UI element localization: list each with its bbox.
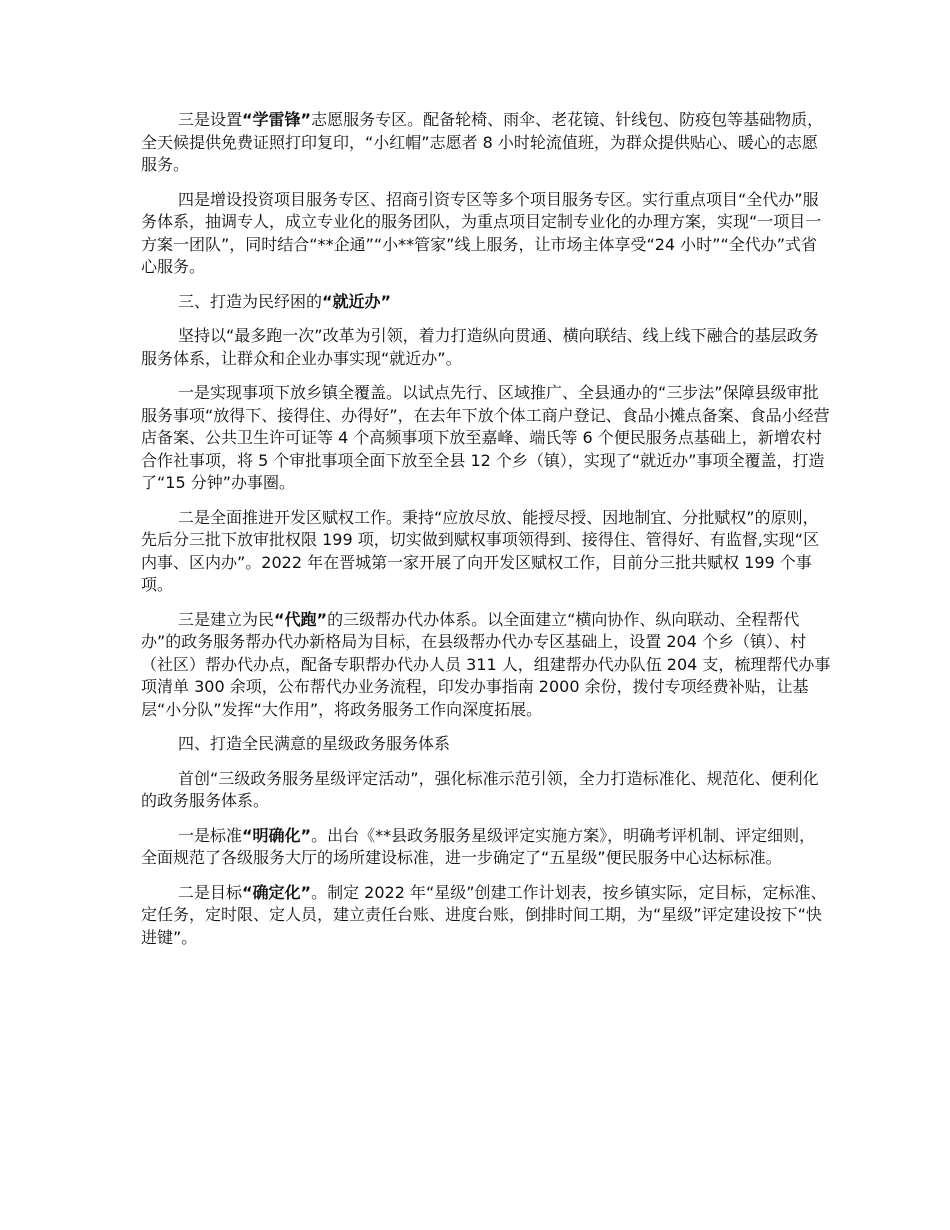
paragraph-agency-system — [141, 609, 831, 722]
paragraph-lead-bold: “明确化” — [242, 825, 312, 845]
paragraph-project-zone — [141, 189, 831, 279]
paragraph-lead: 一是标准 — [178, 825, 243, 845]
paragraph-text: 坚持以“最多跑一次”改革为引领，着力打造纵向贯通、横向联结、线上线下融合的基层政务服务体系，让群众和企业办事实现“就近办”。 — [141, 326, 819, 368]
paragraph-text: 二是全面推进开发区赋权工作。秉持“应放尽放、能授尽授、因地制宜、分批赋权”的原则，先后分三批下放审批权限 199 项，切实做到赋权事项领得到、接得住、管得好、有监督,实现“区内事、区内办”。2022 年在晋城第一家开展了向开发区赋权工作，目前分三批共赋权 199 个事项。 — [141, 507, 820, 594]
paragraph-text: 。制定 2022 年“星级”创建工作计划表，按乡镇实际，定目标，定标准、定任务，定时限、定人员，建立责任台账、进度台账，倒排时间工期，为“星级”评定建设按下“快进键”。 — [141, 882, 827, 947]
paragraph-text: 的三级帮办代办体系。以全面建立“横向协作、纵向联动、全程帮代办”的政务服务帮办代办新格局为目标，在县级帮办代办专区基础上，设置 204 个乡（镇）、村（社区）帮办代办点，配备专职帮办代办人员 311 人，组建帮办代办队伍 204 支，梳理帮代办事项清单 300 余项，公布帮代办业务流程，印发办事指南 2000 余份，拨付专项经费补贴，让基层“小分队”发挥“大作用”，将政务服务工作向深度拓展。 — [141, 609, 831, 719]
paragraph-nearby-intro — [141, 325, 831, 370]
paragraph-text: 首创“三级政务服务星级评定活动”，强化标准示范引领，全力打造标准化、规范化、便利化的政务服务体系。 — [141, 768, 819, 810]
paragraph-text: 志愿服务专区。配备轮椅、雨伞、老花镜、针线包、防疫包等基础物质，全天候提供免费证照打印复印，“小红帽”志愿者 8 小时轮流值班，为群众提供贴心、暖心的志愿服务。 — [141, 110, 824, 174]
paragraph-text: 四是增设投资项目服务专区、招商引资专区等多个项目服务专区。实行重点项目“全代办”服务体系，抽调专人，成立专业化的服务团队，为重点项目定制专业化的办理方案，实现“一项目一方案一团队”，同时结合“**企通”“小**管家”线上服务，让市场主体享受“24 小时”“全代办”式省心服务。 — [141, 189, 822, 276]
heading-text: 四、打造全民满意的星级政务服务体系 — [178, 734, 451, 753]
document-body — [141, 109, 831, 961]
paragraph-lead: 三是建立为民 — [178, 609, 275, 629]
section-heading-star-rating — [141, 733, 831, 756]
heading-text: 三、打造为民纾困的 — [178, 291, 323, 311]
paragraph-star-intro — [141, 768, 831, 813]
paragraph-lead: 二是目标 — [178, 882, 243, 902]
paragraph-dev-zone-empowerment — [141, 507, 831, 597]
paragraph-township-coverage — [141, 382, 831, 495]
paragraph-text: 一是实现事项下放乡镇全覆盖。以试点先行、区域推广、全县通办的“三步法”保障县级审批服务事项“放得下、接得住、办得好”，在去年下放个体工商户登记、食品小摊点备案、食品小经营店备案、公共卫生许可证等 4 个高频事项下放至嘉峰、端氏等 6 个便民服务点基础上，新增农村合作社事项，将 5 个审批事项全面下放至全县 12 个乡（镇），实现了“就近办”事项全覆盖，打造了“15 分钟”办事圈。 — [141, 383, 830, 492]
heading-bold: “就近办” — [322, 291, 392, 311]
paragraph-lead-bold: “代跑” — [274, 609, 328, 629]
paragraph-lead-bold: “学雷锋” — [242, 110, 312, 129]
paragraph-goal-setting — [141, 882, 831, 950]
paragraph-volunteer-zone — [141, 109, 831, 177]
section-heading-nearby — [141, 291, 831, 314]
paragraph-standard-clarity — [141, 825, 831, 870]
paragraph-lead-bold: “确定化” — [242, 882, 312, 902]
paragraph-lead: 三是设置 — [178, 110, 243, 129]
paragraph-text: 。出台《**县政务服务星级评定实施方案》，明确考评机制、评定细则，全面规范了各级服务大厅的场所建设标准，进一步确定了“五星级”便民服务中心达标标准。 — [141, 825, 816, 867]
